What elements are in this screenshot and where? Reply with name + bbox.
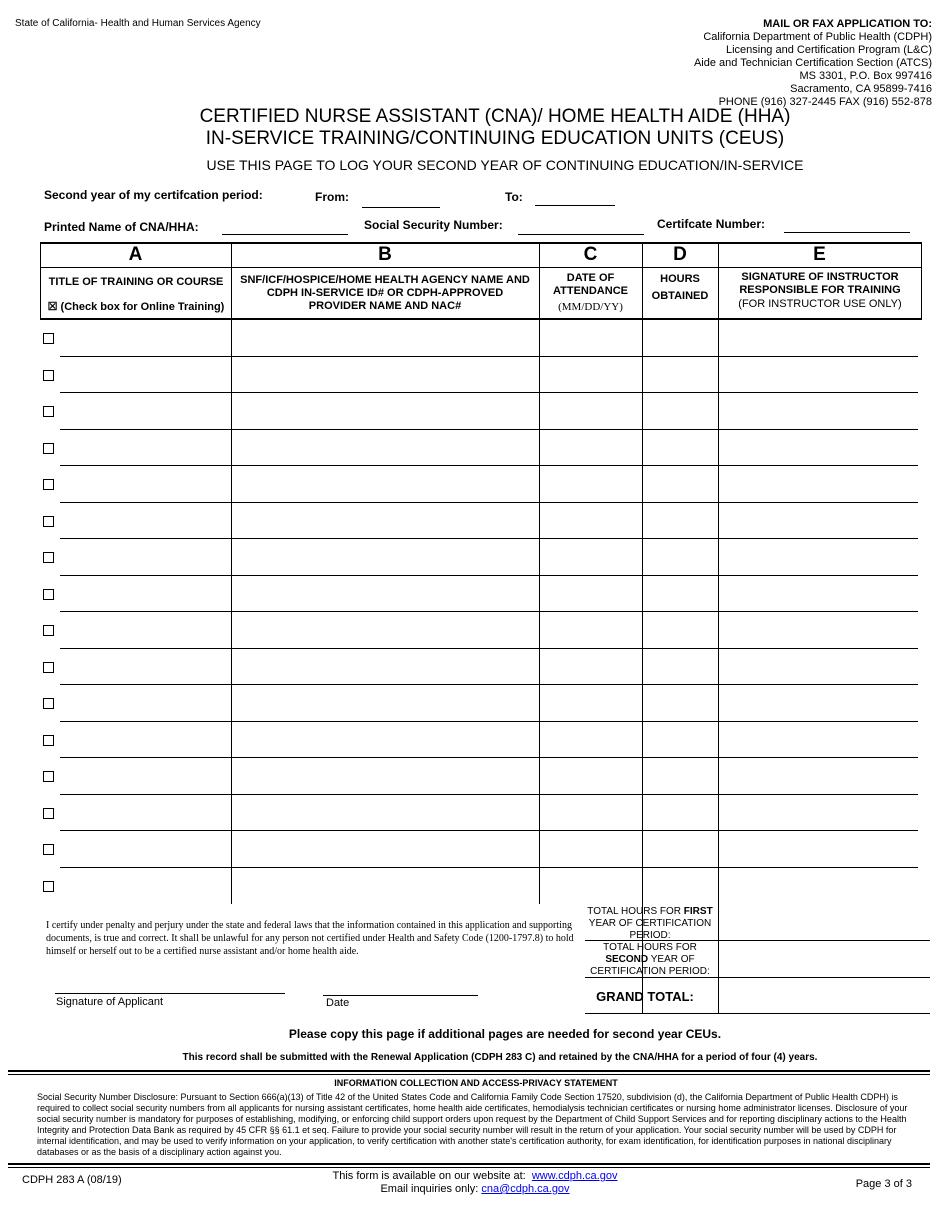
hours-cell[interactable] [643, 613, 718, 648]
date-cell[interactable] [540, 832, 642, 867]
date-cell[interactable] [540, 467, 642, 502]
grand-total-field[interactable] [720, 979, 920, 1012]
agency-name-cell[interactable] [232, 394, 539, 429]
instructor-signature-cell[interactable] [719, 504, 920, 539]
online-training-checkbox[interactable] [43, 698, 54, 709]
online-training-checkbox[interactable] [43, 479, 54, 490]
col-border-right [921, 242, 922, 319]
total-second-year-label [585, 942, 715, 978]
total-second-year-field[interactable] [720, 942, 920, 976]
date-cell[interactable] [540, 577, 642, 612]
hours-cell[interactable] [643, 796, 718, 831]
total-first-bold: FIRST [683, 906, 713, 917]
col-c-header: DATE OF ATTENDANCE [553, 272, 628, 297]
course-title-cell[interactable] [60, 650, 231, 685]
privacy-bottom-rule-2 [8, 1167, 930, 1168]
email-link[interactable]: cna@cdph.ca.gov [481, 1183, 570, 1195]
course-title-cell[interactable] [60, 504, 231, 539]
totals-rule-3 [585, 1013, 930, 1014]
course-title-cell[interactable] [60, 467, 231, 502]
agency-name-cell[interactable] [232, 467, 539, 502]
mail-line: Sacramento, CA 95899-7416 [790, 83, 932, 95]
agency-name-cell[interactable] [232, 431, 539, 466]
record-note: This record shall be submitted with the Renewal Application (CDPH 283 C) and retained by the CNA/HHA for a period of four (4) years. [182, 1052, 818, 1063]
signature-label: Signature of Applicant [56, 996, 164, 1008]
date-cell[interactable] [540, 504, 642, 539]
instructor-signature-cell[interactable] [719, 759, 920, 794]
hours-cell[interactable] [643, 723, 718, 758]
online-training-checkbox[interactable] [43, 625, 54, 636]
agency-name-cell[interactable] [232, 796, 539, 831]
course-title-cell[interactable] [60, 394, 231, 429]
ssn-field[interactable] [518, 234, 644, 235]
hours-cell[interactable] [643, 504, 718, 539]
agency-name-cell[interactable] [232, 869, 539, 904]
date-label: Date [326, 997, 350, 1009]
form-title-line2: IN-SERVICE TRAINING/CONTINUING EDUCATION UNITS (CEUS) [205, 128, 785, 149]
col-a-letter: A [128, 244, 143, 265]
col-c-subheader: (MM/DD/YY) [558, 301, 623, 313]
date-cell[interactable] [540, 358, 642, 393]
online-training-checkbox[interactable] [43, 735, 54, 746]
instructor-signature-cell[interactable] [719, 832, 920, 867]
total-first-year-field[interactable] [720, 906, 920, 939]
hours-cell[interactable] [643, 540, 718, 575]
hours-cell[interactable] [643, 650, 718, 685]
total-first-year-label [585, 906, 715, 942]
agency-name-cell[interactable] [232, 650, 539, 685]
agency-name-cell[interactable] [232, 613, 539, 648]
date-cell[interactable] [540, 686, 642, 721]
instructor-signature-cell[interactable] [719, 650, 920, 685]
course-title-cell[interactable] [60, 796, 231, 831]
hours-cell[interactable] [643, 577, 718, 612]
course-title-cell[interactable] [60, 869, 231, 904]
agency-name-cell[interactable] [232, 577, 539, 612]
email-label: Email inquiries only: [380, 1183, 479, 1195]
hours-cell[interactable] [643, 832, 718, 867]
instructor-signature-cell[interactable] [719, 869, 920, 904]
online-training-checkbox[interactable] [43, 808, 54, 819]
hours-cell[interactable] [643, 869, 718, 904]
agency-name-cell[interactable] [232, 832, 539, 867]
page-number: Page 3 of 3 [855, 1178, 912, 1190]
hours-cell[interactable] [643, 467, 718, 502]
form-id: CDPH 283 A (08/19) [22, 1174, 122, 1186]
mail-line: Licensing and Certification Program (L&C) [725, 44, 932, 56]
course-title-cell[interactable] [60, 358, 231, 393]
online-training-checkbox[interactable] [43, 443, 54, 454]
form-title-line1: CERTIFIED NURSE ASSISTANT (CNA)/ HOME HEALTH AIDE (HHA) [199, 106, 791, 127]
course-title-cell[interactable] [60, 613, 231, 648]
course-title-cell[interactable] [60, 832, 231, 867]
instructor-signature-cell[interactable] [719, 577, 920, 612]
mail-heading: MAIL OR FAX APPLICATION TO: [763, 18, 932, 30]
online-training-checkbox[interactable] [43, 771, 54, 782]
online-training-checkbox[interactable] [43, 333, 54, 344]
instructor-signature-cell[interactable] [719, 321, 920, 356]
total-first-post: YEAR OF CERTIFICATION PERIOD: [588, 918, 712, 941]
date-cell[interactable] [540, 394, 642, 429]
hours-cell[interactable] [643, 321, 718, 356]
col-d-letter: D [673, 244, 687, 265]
certification-statement: I certify under penalty and perjury under the state and federal laws that the information contained in this application and supporting documents, is true and correct. It shall be unlawful for any person not certified under Health and Safety Code (1200-1797.8) to hold himself or herself out to be a certified nurse assistant and/or home health aide. [46, 920, 574, 957]
instructor-signature-cell[interactable] [719, 540, 920, 575]
online-training-checkbox[interactable] [43, 516, 54, 527]
to-date-field[interactable] [535, 205, 615, 206]
col-d-header: HOURS OBTAINED [651, 273, 709, 302]
course-title-cell[interactable] [60, 723, 231, 758]
privacy-top-rule-2 [8, 1074, 930, 1075]
printed-name-field[interactable] [222, 234, 348, 235]
mail-line: MS 3301, P.O. Box 997416 [799, 70, 932, 82]
online-training-checkbox[interactable] [43, 881, 54, 892]
course-title-cell[interactable] [60, 540, 231, 575]
col-e-header: SIGNATURE OF INSTRUCTOR RESPONSIBLE FOR TRAINING [739, 271, 901, 296]
footer-contact [0, 1170, 950, 1196]
privacy-statement: Social Security Number Disclosure: Pursuant to Section 666(a)(13) of Title 42 of the United States Code and California Family Code Section 17520, subdivision (d), the California Department of Public Health CDPH) is required to collect social security numbers from all applicants for nursing assistant certificates, home health aide certificates, hemodialysis technician certificates or nursing home administrator licenses. Disclosure of your social security number is mandatory for purposes of establishing, modifying, or enforcing child support orders upon request by the Department of Child Support Services and for reporting disciplinary actions to the Health Integrity and Protection Data Bank as required by 45 CFR §§ 61.1 et seq. Failure to provide your social security number will result in the return of your application. Your social security number will be used by CDPH for internal identification, and may be used to verify information on your application, to verify certification with another state's certification authority, for exam identification, for identification purposes in national disciplinary databases or as the basis of a disciplinary action against you. [37, 1092, 908, 1157]
date-cell[interactable] [540, 613, 642, 648]
mail-line: Aide and Technician Certification Section (ATCS) [693, 57, 932, 69]
course-title-cell[interactable] [60, 759, 231, 794]
col-e-subheader: (FOR INSTRUCTOR USE ONLY) [738, 298, 902, 310]
from-date-field[interactable] [362, 207, 440, 208]
col-a-header: TITLE OF TRAINING OR COURSE [48, 276, 224, 288]
hours-cell[interactable] [643, 686, 718, 721]
to-label: To: [505, 190, 523, 204]
col-a-subheader: ☒ (Check box for Online Training) [47, 301, 225, 313]
instructor-signature-cell[interactable] [719, 431, 920, 466]
total-first-pre: TOTAL HOURS FOR [587, 906, 684, 917]
agency-name-cell[interactable] [232, 723, 539, 758]
date-field[interactable] [323, 995, 478, 996]
date-cell[interactable] [540, 650, 642, 685]
online-training-checkbox[interactable] [43, 844, 54, 855]
printed-name-label: Printed Name of CNA/HHA: [44, 220, 199, 234]
agency-name-cell[interactable] [232, 686, 539, 721]
mail-line: California Department of Public Health (CDPH) [703, 31, 932, 43]
privacy-bottom-rule-1 [8, 1163, 930, 1165]
agency-name-cell[interactable] [232, 321, 539, 356]
date-cell[interactable] [540, 796, 642, 831]
online-training-checkbox[interactable] [43, 662, 54, 673]
hours-cell[interactable] [643, 759, 718, 794]
instructor-signature-cell[interactable] [719, 613, 920, 648]
course-title-cell[interactable] [60, 686, 231, 721]
second-year-label: Second year of my certifcation period: [44, 188, 263, 202]
instructor-signature-cell[interactable] [719, 394, 920, 429]
instructor-signature-cell[interactable] [719, 358, 920, 393]
hours-cell[interactable] [643, 431, 718, 466]
hours-cell[interactable] [643, 358, 718, 393]
website-label: This form is available on our website at: [332, 1170, 526, 1182]
online-training-checkbox[interactable] [43, 552, 54, 563]
agency-name-cell[interactable] [232, 540, 539, 575]
certificate-number-field[interactable] [784, 232, 910, 233]
website-link[interactable]: www.cdph.ca.gov [531, 1170, 618, 1182]
instructor-signature-cell[interactable] [719, 467, 920, 502]
certificate-number-label: Certifcate Number: [657, 217, 766, 231]
grand-total-label: GRAND TOTAL: [596, 989, 694, 1004]
total-second-pre: TOTAL HOURS FOR [603, 942, 697, 953]
agency-name: State of California- Health and Human Services Agency [15, 18, 261, 29]
instructor-signature-cell[interactable] [719, 723, 920, 758]
date-cell[interactable] [540, 759, 642, 794]
date-cell[interactable] [540, 321, 642, 356]
online-training-checkbox[interactable] [43, 370, 54, 381]
course-title-cell[interactable] [60, 431, 231, 466]
col-e-letter: E [813, 244, 826, 265]
col-b-letter: B [378, 244, 392, 265]
applicant-signature-field[interactable] [55, 993, 285, 994]
hours-cell[interactable] [643, 394, 718, 429]
mail-address-block [694, 18, 932, 109]
ssn-label: Social Security Number: [364, 218, 503, 232]
date-cell[interactable] [540, 723, 642, 758]
agency-name-cell[interactable] [232, 358, 539, 393]
form-subtitle: USE THIS PAGE TO LOG YOUR SECOND YEAR OF CONTINUING EDUCATION/IN-SERVICE [206, 157, 804, 173]
online-training-checkbox[interactable] [43, 406, 54, 417]
copy-note: Please copy this page if additional pages are needed for second year CEUs. [288, 1027, 722, 1041]
date-cell[interactable] [540, 869, 642, 904]
date-cell[interactable] [540, 540, 642, 575]
instructor-signature-cell[interactable] [719, 796, 920, 831]
privacy-top-rule-1 [8, 1070, 930, 1072]
total-second-bold: SECOND [605, 954, 649, 965]
privacy-heading: INFORMATION COLLECTION AND ACCESS-PRIVACY STATEMENT [334, 1078, 618, 1088]
total-second-post: YEAR OF CERTIFICATION PERIOD: [590, 954, 710, 977]
instructor-signature-cell[interactable] [719, 686, 920, 721]
col-b-header: SNF/ICF/HOSPICE/HOME HEALTH AGENCY NAME AND CDPH IN-SERVICE ID# OR CDPH-APPROVED PROVIDER NAME AND NAC# [240, 274, 530, 312]
agency-name-cell[interactable] [232, 759, 539, 794]
mail-line: PHONE (916) 327-2445 FAX (916) 552-878 [718, 96, 932, 108]
online-training-checkbox[interactable] [43, 589, 54, 600]
course-title-cell[interactable] [60, 321, 231, 356]
course-title-cell[interactable] [60, 577, 231, 612]
letter-row-rule [40, 267, 922, 268]
col-c-letter: C [583, 244, 598, 265]
agency-name-cell[interactable] [232, 504, 539, 539]
from-label: From: [315, 190, 349, 204]
date-cell[interactable] [540, 431, 642, 466]
